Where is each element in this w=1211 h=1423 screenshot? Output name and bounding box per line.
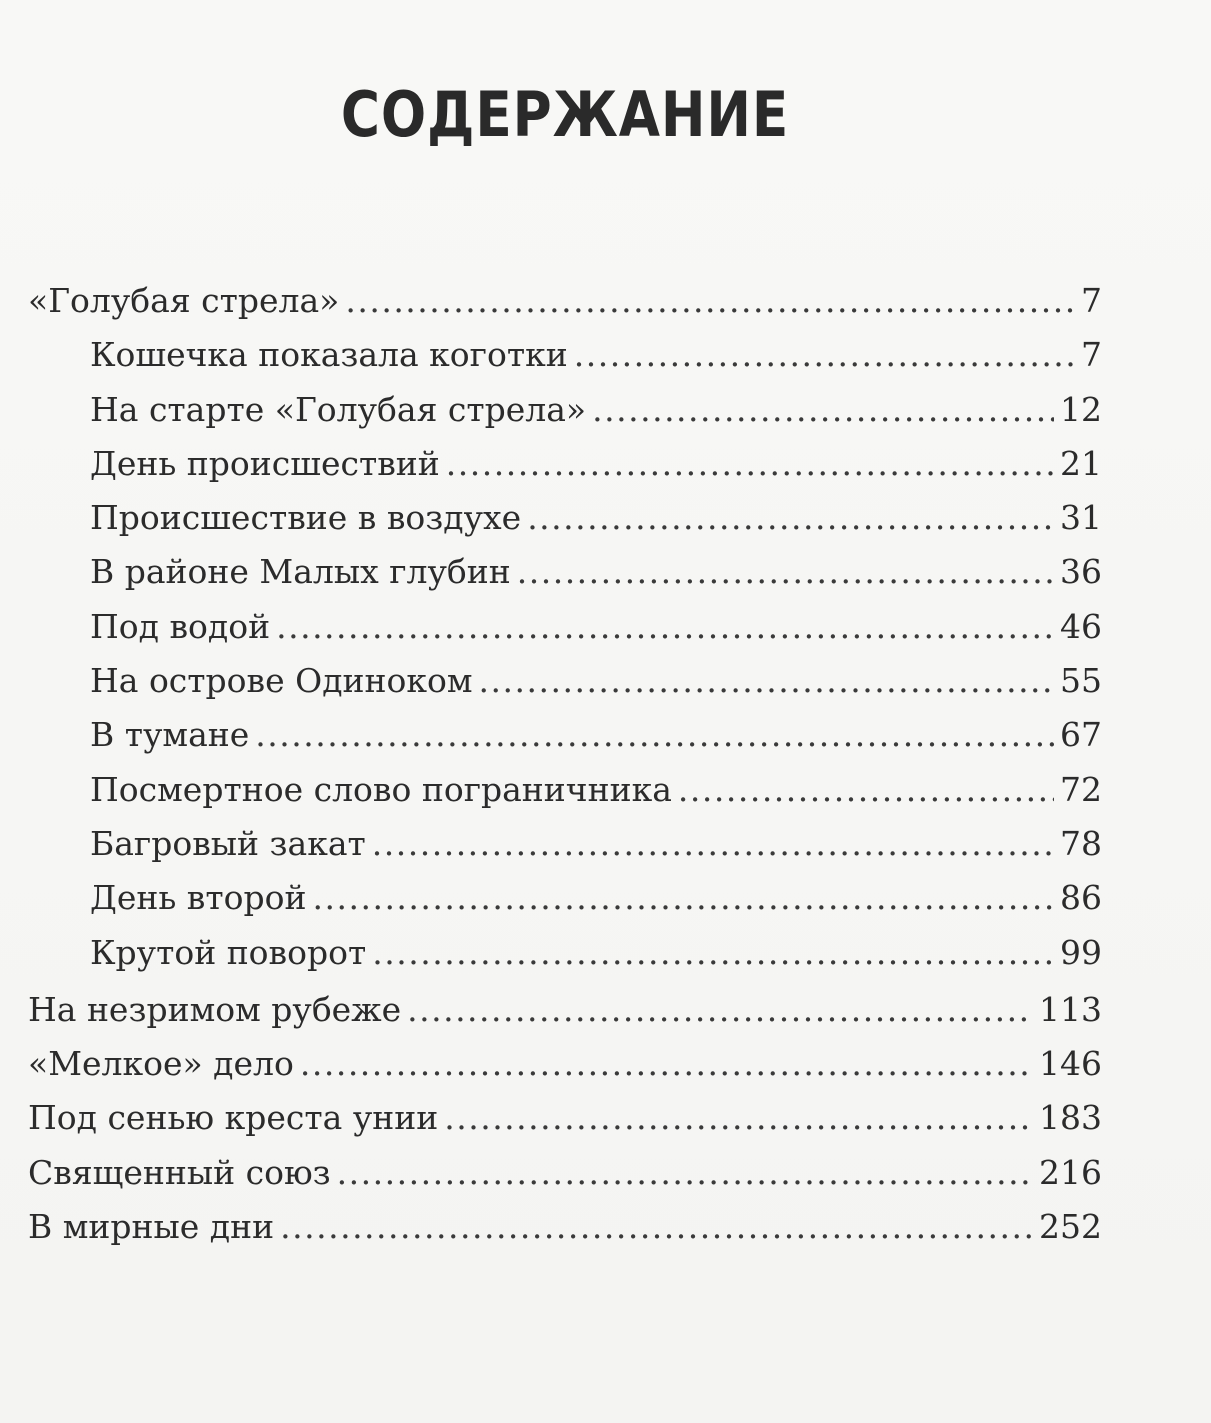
dot-leader [517, 545, 1054, 599]
page-title: СОДЕРЖАНИЕ [340, 78, 790, 151]
dot-leader [446, 437, 1054, 491]
toc-entry-title: В тумане [90, 715, 250, 755]
toc-entry [0, 545, 1102, 599]
dot-leader [592, 383, 1054, 437]
dot-leader [300, 1037, 1033, 1091]
toc-entry-page-number: 216 [1039, 1152, 1102, 1192]
toc-entry-page-number: 7 [1081, 281, 1102, 320]
dot-leader [276, 600, 1054, 654]
toc-entry-title: День второй [90, 878, 307, 918]
toc-entry-page-number: 12 [1060, 389, 1102, 429]
toc-entry-page-number: 46 [1060, 606, 1102, 646]
toc-entry-page-number: 252 [1039, 1207, 1102, 1247]
dot-leader [479, 654, 1054, 708]
toc-entry-title: Кошечка показала коготки [90, 335, 568, 375]
toc-entry-page-number: 67 [1060, 715, 1102, 755]
toc-entry-title: Под сенью креста унии [28, 1098, 439, 1138]
toc-entry-page-number: 72 [1060, 769, 1102, 809]
toc-entry-page-number: 36 [1060, 552, 1102, 592]
toc-entry [0, 328, 1102, 382]
toc-entry-page-number: 21 [1060, 443, 1102, 483]
toc-entry-title: Под водой [90, 606, 271, 646]
toc-entry-page-number: 146 [1039, 1044, 1102, 1084]
toc-entry [0, 1091, 1102, 1145]
toc-entry-title: Крутой поворот [90, 932, 367, 972]
toc-entry [0, 817, 1102, 871]
toc-entry [0, 1037, 1102, 1091]
toc-entry-title: Багровый закат [90, 823, 366, 863]
toc-entry [0, 926, 1102, 980]
toc-entry-title: В районе Малых глубин [90, 552, 511, 592]
toc-entry [0, 383, 1102, 437]
toc-entry-title: День происшествий [90, 443, 440, 483]
toc-entry [0, 983, 1102, 1037]
toc-entry-page-number: 78 [1060, 823, 1102, 863]
toc-entry-title: Посмертное слово пограничника [90, 769, 672, 809]
toc-entry-title: «Мелкое» дело [28, 1044, 294, 1084]
toc-entry [0, 871, 1102, 925]
dot-leader [372, 817, 1054, 871]
toc-entry-page-number: 113 [1039, 989, 1102, 1029]
toc-entry [0, 274, 1102, 328]
toc-entry [0, 1200, 1102, 1254]
toc-entry-page-number: 86 [1060, 878, 1102, 918]
toc-entry-page-number: 31 [1060, 498, 1102, 538]
toc-entry [0, 491, 1102, 545]
toc-entry [0, 600, 1102, 654]
toc-entry [0, 437, 1102, 491]
toc-entry [0, 763, 1102, 817]
toc-entry-title: В мирные дни [28, 1207, 275, 1247]
toc-entry [0, 708, 1102, 762]
dot-leader [255, 708, 1054, 762]
dot-leader [574, 328, 1075, 382]
toc-entry-title: На острове Одиноком [90, 661, 473, 701]
toc-entry [0, 654, 1102, 708]
toc-entry-title: Происшествие в воздухе [90, 498, 522, 538]
dot-leader [313, 871, 1055, 925]
toc-entry-title: «Голубая стрела» [28, 281, 340, 320]
dot-leader [280, 1200, 1033, 1254]
toc-entry-page-number: 55 [1060, 661, 1102, 701]
toc-entry-page-number: 7 [1081, 335, 1102, 375]
toc-entry-title: На незримом рубеже [28, 989, 402, 1029]
dot-leader [527, 491, 1054, 545]
dot-leader [345, 274, 1075, 328]
dot-leader [678, 763, 1054, 817]
dot-leader [407, 983, 1033, 1037]
dot-leader [337, 1146, 1033, 1200]
toc-entry [0, 1146, 1102, 1200]
toc-entry-page-number: 183 [1039, 1098, 1102, 1138]
table-of-contents [0, 274, 1211, 1254]
toc-entry-title: Священный союз [28, 1152, 331, 1192]
toc-entry-page-number: 99 [1060, 932, 1102, 972]
dot-leader [444, 1091, 1033, 1145]
dot-leader [372, 926, 1054, 980]
toc-entry-title: На старте «Голубая стрела» [90, 389, 587, 429]
